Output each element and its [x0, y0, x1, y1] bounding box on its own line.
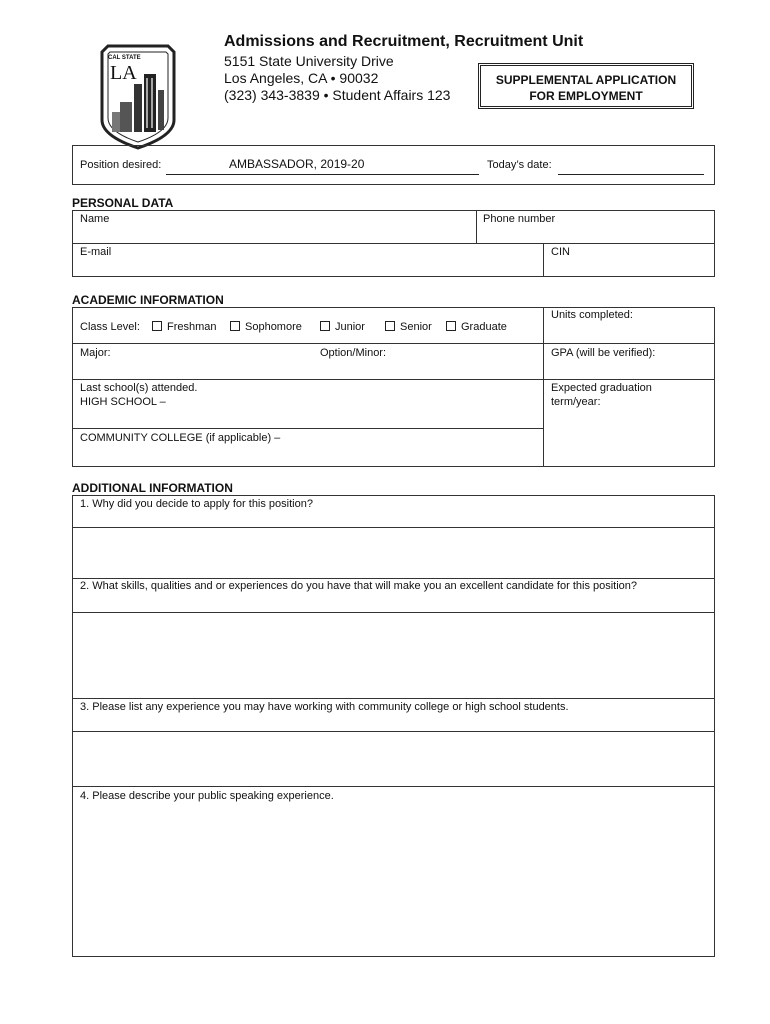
address-street: 5151 State University Drive [224, 53, 394, 69]
major-label: Major: [80, 347, 111, 359]
answer-3-field[interactable] [73, 732, 714, 785]
form-name-box [478, 63, 694, 109]
name-label: Name [80, 213, 110, 225]
answer-1-field[interactable] [73, 528, 714, 577]
grad-term-field[interactable] [544, 410, 714, 466]
date-label: Today’s date: [487, 159, 552, 171]
address-city: Los Angeles, CA • 90032 [224, 70, 379, 86]
position-field[interactable] [166, 157, 479, 175]
freshman-label: Freshman [167, 321, 217, 333]
class-option-graduate[interactable] [446, 321, 507, 333]
graduate-label: Graduate [461, 321, 507, 333]
option-minor-field[interactable] [392, 345, 542, 377]
form-name-line-2: FOR EMPLOYMENT [529, 89, 643, 103]
phone-label: Phone number [483, 213, 556, 225]
gpa-field[interactable] [544, 361, 714, 378]
name-field[interactable] [73, 226, 475, 242]
major-field[interactable] [115, 345, 315, 377]
logo-top-text: CAL STATE [108, 55, 141, 61]
last-school-label: Last school(s) attended. [80, 382, 198, 394]
phone-field[interactable] [477, 226, 714, 242]
option-minor-label: Option/Minor: [320, 347, 387, 359]
units-label: Units completed: [551, 309, 633, 321]
question-3: 3. Please list any experience you may have working with community college or high school students. [80, 701, 569, 713]
sophomore-label: Sophomore [245, 321, 302, 333]
community-college-label: COMMUNITY COLLEGE (if applicable) – [80, 432, 281, 444]
additional-info-title: ADDITIONAL INFORMATION [72, 481, 233, 495]
gpa-label: GPA (will be verified): [551, 347, 656, 359]
answer-4-field[interactable] [73, 806, 714, 956]
grad-label-line-1: Expected graduation [551, 382, 652, 394]
class-option-freshman[interactable] [152, 321, 217, 333]
email-label: E-mail [80, 246, 112, 258]
freshman-checkbox[interactable] [152, 321, 162, 331]
email-field[interactable] [73, 259, 542, 276]
address-phone: (323) 343-3839 • Student Affairs 123 [224, 87, 451, 103]
graduate-checkbox[interactable] [446, 321, 456, 331]
logo-main-text: LA [110, 62, 137, 84]
junior-checkbox[interactable] [320, 321, 330, 331]
form-name-line-1: SUPPLEMENTAL APPLICATION [495, 73, 677, 87]
grad-label-line-2: term/year: [551, 396, 601, 408]
cin-label: CIN [551, 246, 570, 258]
high-school-label: HIGH SCHOOL – [80, 396, 166, 408]
position-value: AMBASSADOR, 2019-20 [229, 157, 365, 171]
academic-info-title: ACADEMIC INFORMATION [72, 293, 224, 307]
junior-label: Junior [335, 321, 365, 333]
question-1: 1. Why did you decide to apply for this position? [80, 498, 313, 510]
class-level-label: Class Level: [80, 321, 140, 333]
senior-label: Senior [400, 321, 432, 333]
sophomore-checkbox[interactable] [230, 321, 240, 331]
date-field[interactable] [558, 157, 704, 175]
class-option-sophomore[interactable] [230, 321, 302, 333]
high-school-field[interactable] [162, 394, 542, 427]
cin-field[interactable] [544, 259, 714, 276]
position-label: Position desired: [80, 159, 162, 171]
header-title: Admissions and Recruitment, Recruitment Unit [224, 33, 584, 50]
senior-checkbox[interactable] [385, 321, 395, 331]
answer-2-field[interactable] [73, 613, 714, 697]
class-option-senior[interactable] [385, 321, 432, 333]
personal-data-title: PERSONAL DATA [72, 196, 174, 210]
question-2: 2. What skills, qualities and or experiences do you have that will make you an excellent candidate for this position? [80, 580, 638, 592]
class-option-junior[interactable] [320, 321, 365, 333]
question-4: 4. Please describe your public speaking experience. [80, 790, 334, 802]
units-field[interactable] [544, 323, 714, 342]
community-college-field[interactable] [280, 430, 542, 466]
